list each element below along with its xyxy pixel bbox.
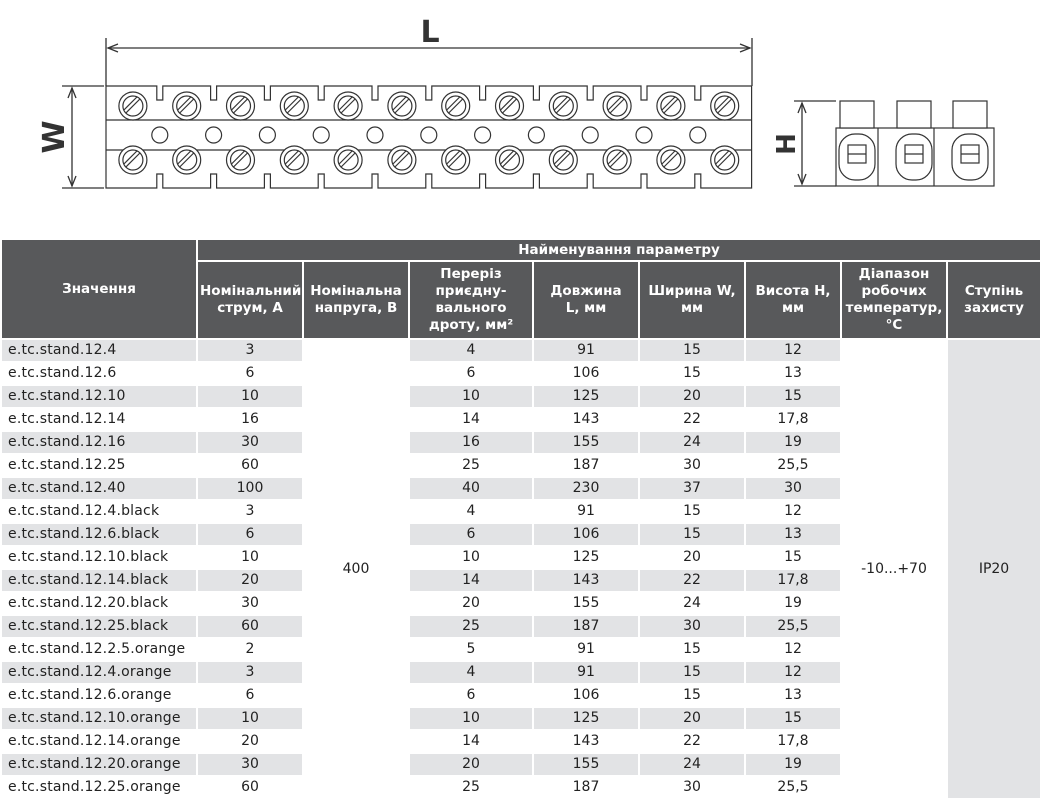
mounting-hole xyxy=(313,127,329,143)
cell-current: 60 xyxy=(197,454,303,477)
cell-height: 12 xyxy=(745,661,841,684)
cell-section: 10 xyxy=(409,385,533,408)
cell-length: 187 xyxy=(533,615,639,638)
height-label: H xyxy=(772,133,802,155)
cell-current: 16 xyxy=(197,408,303,431)
technical-drawing xyxy=(0,0,1040,238)
cell-height: 19 xyxy=(745,753,841,776)
cell-section: 6 xyxy=(409,684,533,707)
cell-width: 24 xyxy=(639,753,745,776)
specifications-table xyxy=(0,238,1040,800)
cell-height: 15 xyxy=(745,385,841,408)
cell-width: 22 xyxy=(639,569,745,592)
cell-current: 10 xyxy=(197,707,303,730)
col-temperature: Діапазон робочих температур, °С xyxy=(841,261,947,339)
col-voltage: Номінальна напруга, В xyxy=(303,261,409,339)
cell-length: 155 xyxy=(533,592,639,615)
cell-current: 60 xyxy=(197,615,303,638)
table-row xyxy=(1,339,1040,362)
cell-section: 14 xyxy=(409,569,533,592)
cell-height: 12 xyxy=(745,638,841,661)
cell-name: e.tc.stand.12.25 xyxy=(1,454,197,477)
cell-length: 106 xyxy=(533,684,639,707)
cell-length: 187 xyxy=(533,776,639,799)
cell-section: 4 xyxy=(409,339,533,362)
cell-section: 25 xyxy=(409,615,533,638)
cell-length: 125 xyxy=(533,546,639,569)
cell-width: 20 xyxy=(639,546,745,569)
cell-name: e.tc.stand.12.25.orange xyxy=(1,776,197,799)
cell-section: 6 xyxy=(409,362,533,385)
cell-height: 17,8 xyxy=(745,569,841,592)
cell-length: 91 xyxy=(533,500,639,523)
mounting-hole xyxy=(528,127,544,143)
cell-height: 13 xyxy=(745,684,841,707)
cell-name: e.tc.stand.12.6.black xyxy=(1,523,197,546)
cell-name: e.tc.stand.12.14.orange xyxy=(1,730,197,753)
terminal-strip-side-view xyxy=(836,101,994,186)
cell-width: 22 xyxy=(639,730,745,753)
cell-length: 106 xyxy=(533,523,639,546)
mounting-hole xyxy=(690,127,706,143)
cell-width: 15 xyxy=(639,362,745,385)
cell-name: e.tc.stand.12.20.orange xyxy=(1,753,197,776)
cell-length: 230 xyxy=(533,477,639,500)
cell-width: 20 xyxy=(639,707,745,730)
cell-length: 91 xyxy=(533,339,639,362)
cell-current: 6 xyxy=(197,523,303,546)
cell-voltage: 400 xyxy=(303,339,409,799)
cell-width: 30 xyxy=(639,615,745,638)
cell-current: 30 xyxy=(197,592,303,615)
cell-length: 143 xyxy=(533,569,639,592)
cell-height: 15 xyxy=(745,707,841,730)
terminal-strip-top-view xyxy=(106,86,752,188)
cell-length: 91 xyxy=(533,661,639,684)
cell-current: 60 xyxy=(197,776,303,799)
cell-height: 19 xyxy=(745,431,841,454)
col-protection: Ступінь захисту xyxy=(947,261,1040,339)
cell-section: 10 xyxy=(409,546,533,569)
cell-current: 10 xyxy=(197,546,303,569)
cell-name: e.tc.stand.12.4.orange xyxy=(1,661,197,684)
cell-temperature: -10...+70 xyxy=(841,339,947,799)
cell-section: 20 xyxy=(409,753,533,776)
cell-length: 143 xyxy=(533,408,639,431)
cell-section: 5 xyxy=(409,638,533,661)
mounting-hole xyxy=(152,127,168,143)
cell-section: 10 xyxy=(409,707,533,730)
col-height: Висота Н, мм xyxy=(745,261,841,339)
cell-section: 6 xyxy=(409,523,533,546)
cell-length: 155 xyxy=(533,431,639,454)
cell-height: 19 xyxy=(745,592,841,615)
cell-name: e.tc.stand.12.20.black xyxy=(1,592,197,615)
col-width: Ширина W, мм xyxy=(639,261,745,339)
mounting-hole xyxy=(367,127,383,143)
mounting-hole xyxy=(582,127,598,143)
cell-section: 14 xyxy=(409,730,533,753)
mounting-hole xyxy=(636,127,652,143)
cell-width: 15 xyxy=(639,523,745,546)
cell-section: 20 xyxy=(409,592,533,615)
cell-name: e.tc.stand.12.2.5.orange xyxy=(1,638,197,661)
cell-current: 6 xyxy=(197,684,303,707)
cell-length: 187 xyxy=(533,454,639,477)
cell-length: 125 xyxy=(533,707,639,730)
cell-name: e.tc.stand.12.10 xyxy=(1,385,197,408)
cell-current: 20 xyxy=(197,730,303,753)
row-header-label: Значення xyxy=(1,239,197,339)
cell-section: 40 xyxy=(409,477,533,500)
cell-width: 24 xyxy=(639,431,745,454)
cell-length: 125 xyxy=(533,385,639,408)
col-section: Переріз приєдну- вального дроту, мм² xyxy=(409,261,533,339)
col-length: Довжина L, мм xyxy=(533,261,639,339)
cell-width: 15 xyxy=(639,661,745,684)
width-label: W xyxy=(37,120,72,154)
cell-current: 3 xyxy=(197,339,303,362)
cell-protection: IP20 xyxy=(947,339,1040,799)
cell-height: 25,5 xyxy=(745,454,841,477)
col-current: Номінальний струм, А xyxy=(197,261,303,339)
cell-width: 30 xyxy=(639,454,745,477)
cell-name: e.tc.stand.12.40 xyxy=(1,477,197,500)
cell-height: 25,5 xyxy=(745,776,841,799)
cell-current: 3 xyxy=(197,500,303,523)
cell-current: 3 xyxy=(197,661,303,684)
cell-name: e.tc.stand.12.25.black xyxy=(1,615,197,638)
cell-height: 17,8 xyxy=(745,408,841,431)
cell-current: 30 xyxy=(197,431,303,454)
length-label: L xyxy=(420,15,440,50)
cell-name: e.tc.stand.12.4 xyxy=(1,339,197,362)
cell-name: e.tc.stand.12.14.black xyxy=(1,569,197,592)
mounting-hole xyxy=(475,127,491,143)
cell-length: 155 xyxy=(533,753,639,776)
mounting-hole xyxy=(259,127,275,143)
cell-current: 100 xyxy=(197,477,303,500)
cell-name: e.tc.stand.12.10.orange xyxy=(1,707,197,730)
mounting-hole xyxy=(206,127,222,143)
cell-length: 106 xyxy=(533,362,639,385)
cell-height: 15 xyxy=(745,546,841,569)
cell-width: 15 xyxy=(639,638,745,661)
cell-section: 4 xyxy=(409,500,533,523)
cell-name: e.tc.stand.12.14 xyxy=(1,408,197,431)
cell-current: 6 xyxy=(197,362,303,385)
cell-height: 30 xyxy=(745,477,841,500)
cell-name: e.tc.stand.12.6.orange xyxy=(1,684,197,707)
cell-name: e.tc.stand.12.4.black xyxy=(1,500,197,523)
cell-width: 15 xyxy=(639,339,745,362)
cell-length: 91 xyxy=(533,638,639,661)
cell-section: 25 xyxy=(409,776,533,799)
group-header: Найменування параметру xyxy=(197,239,1040,261)
cell-height: 25,5 xyxy=(745,615,841,638)
cell-length: 143 xyxy=(533,730,639,753)
cell-width: 37 xyxy=(639,477,745,500)
cell-height: 13 xyxy=(745,362,841,385)
cell-section: 25 xyxy=(409,454,533,477)
cell-name: e.tc.stand.12.10.black xyxy=(1,546,197,569)
cell-current: 20 xyxy=(197,569,303,592)
mounting-hole xyxy=(421,127,437,143)
cell-current: 30 xyxy=(197,753,303,776)
cell-name: e.tc.stand.12.16 xyxy=(1,431,197,454)
cell-height: 13 xyxy=(745,523,841,546)
cell-width: 24 xyxy=(639,592,745,615)
cell-height: 12 xyxy=(745,339,841,362)
cell-section: 14 xyxy=(409,408,533,431)
cell-name: e.tc.stand.12.6 xyxy=(1,362,197,385)
cell-section: 16 xyxy=(409,431,533,454)
cell-current: 2 xyxy=(197,638,303,661)
cell-section: 4 xyxy=(409,661,533,684)
cell-width: 22 xyxy=(639,408,745,431)
cell-height: 12 xyxy=(745,500,841,523)
cell-width: 15 xyxy=(639,500,745,523)
cell-width: 20 xyxy=(639,385,745,408)
cell-height: 17,8 xyxy=(745,730,841,753)
cell-width: 15 xyxy=(639,684,745,707)
cell-width: 30 xyxy=(639,776,745,799)
cell-current: 10 xyxy=(197,385,303,408)
